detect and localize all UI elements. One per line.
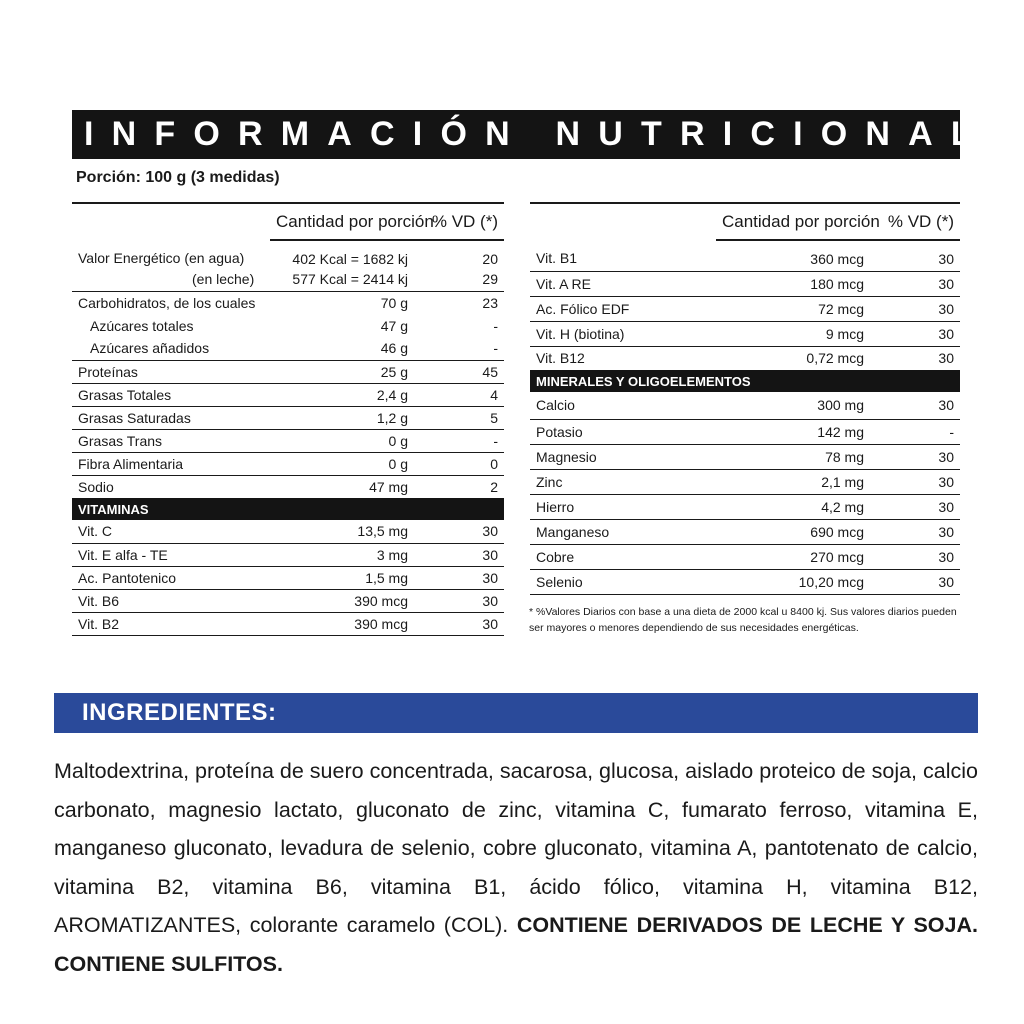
nutrient-vd: 30 bbox=[938, 350, 954, 367]
nutrient-name: Ac. Pantotenico bbox=[72, 566, 270, 589]
nutrient-amount: 270 mcg bbox=[716, 544, 870, 569]
header-spacer bbox=[72, 203, 270, 240]
table-row bbox=[530, 240, 960, 271]
table-row bbox=[72, 452, 504, 475]
header-amount: Cantidad por porción bbox=[716, 203, 870, 240]
title-bar bbox=[72, 110, 990, 159]
table-header bbox=[530, 203, 960, 240]
table-row bbox=[530, 494, 960, 519]
nutrient-name: Fibra Alimentaria bbox=[72, 452, 270, 475]
serving-size: Porción: 100 g (3 medidas) bbox=[76, 169, 280, 186]
nutrient-name: Proteínas bbox=[72, 360, 270, 383]
nutrient-name: Grasas Trans bbox=[72, 429, 270, 452]
table-row bbox=[72, 406, 504, 429]
section-title: MINERALES Y OLIGOELEMENTOS bbox=[530, 370, 960, 392]
table-row bbox=[530, 392, 960, 419]
nutrient-amount: 3 mg bbox=[270, 543, 414, 566]
nutrient-amount: 0 g bbox=[270, 452, 414, 475]
nutrient-amount: 390 mcg bbox=[270, 589, 414, 612]
table-row bbox=[72, 566, 504, 589]
table-row bbox=[72, 475, 504, 498]
allergen-warning: CONTIENE DERIVADOS DE LECHE Y SOJA. CONTIENE SULFITOS. bbox=[54, 913, 978, 976]
header-amount: Cantidad por porción bbox=[270, 203, 414, 240]
nutrient-amount: 360 mcg bbox=[716, 240, 870, 271]
section-header-vitamins bbox=[72, 498, 504, 520]
nutrient-name: Hierro bbox=[530, 494, 716, 519]
nutrient-vd: 30 bbox=[414, 589, 504, 612]
nutrient-vd: 30 bbox=[414, 543, 504, 566]
nutrient-amount: 72 mcg bbox=[716, 296, 870, 321]
table-row bbox=[530, 321, 960, 346]
nutrient-amount: 142 mg bbox=[716, 419, 870, 444]
nutrient-amount: 690 mcg bbox=[716, 519, 870, 544]
section-title: VITAMINAS bbox=[72, 498, 504, 520]
nutrient-vd: 4 bbox=[414, 383, 504, 406]
nutrient-amount: 1,2 g bbox=[270, 406, 414, 429]
nutrient-amount: 180 mcg bbox=[716, 271, 870, 296]
nutrient-name: Potasio bbox=[530, 419, 716, 444]
nutrient-name: Azúcares añadidos bbox=[72, 337, 270, 360]
nutrient-vd: 5 bbox=[414, 406, 504, 429]
nutrient-amount: 10,20 mcg bbox=[716, 569, 870, 594]
table-row bbox=[530, 569, 960, 594]
table-row bbox=[72, 314, 504, 337]
table-row bbox=[530, 296, 960, 321]
nutrient-amount: 25 g bbox=[270, 360, 414, 383]
nutrient-name: Cobre bbox=[530, 544, 716, 569]
nutrient-name: Vit. B1 bbox=[530, 240, 716, 271]
table-row bbox=[72, 240, 504, 268]
nutrient-vd: 30 bbox=[870, 519, 960, 544]
nutrient-amount: 300 mg bbox=[716, 392, 870, 419]
nutrient-amount: 1,5 mg bbox=[270, 566, 414, 589]
table-row bbox=[530, 346, 960, 370]
nutrient-name: Grasas Totales bbox=[72, 383, 270, 406]
table-row bbox=[72, 543, 504, 566]
table-row bbox=[530, 519, 960, 544]
nutrient-vd: 30 bbox=[870, 469, 960, 494]
nutrient-name: Carbohidratos, de los cuales bbox=[78, 294, 256, 311]
nutrient-amount: 2,1 mg bbox=[716, 469, 870, 494]
nutrient-vd: 29 bbox=[414, 268, 504, 291]
nutrient-name: Selenio bbox=[530, 569, 716, 594]
table-row bbox=[72, 612, 504, 635]
table-row bbox=[530, 444, 960, 469]
nutrient-name: Azúcares totales bbox=[90, 317, 194, 334]
nutrient-vd: 30 bbox=[414, 520, 504, 543]
nutrient-vd: 30 bbox=[870, 240, 960, 271]
nutrient-amount: 0,72 mcg bbox=[806, 350, 864, 367]
nutrient-vd: 30 bbox=[870, 296, 960, 321]
table-row bbox=[530, 271, 960, 296]
nutrient-amount: 78 mg bbox=[716, 444, 870, 469]
table-row bbox=[530, 419, 960, 444]
nutrient-name: Vit. B2 bbox=[72, 612, 270, 635]
table-row bbox=[72, 360, 504, 383]
nutrient-name: Valor Energético (en agua) bbox=[78, 250, 245, 266]
footnote: * %Valores Diarios con base a una dieta de 2000 kcal u 8400 kj. Sus valores diarios pueden ser mayores o menores dependiendo de sus necesidades energéticas. bbox=[529, 606, 957, 634]
nutrient-name: (en leche) bbox=[72, 268, 270, 291]
nutrient-vd: 30 bbox=[870, 444, 960, 469]
nutrient-vd: 0 bbox=[414, 452, 504, 475]
nutrient-name: Vit. E alfa - TE bbox=[72, 543, 270, 566]
nutrition-table-right bbox=[530, 202, 960, 595]
nutrient-vd: 30 bbox=[870, 569, 960, 594]
nutrient-vd: 30 bbox=[870, 271, 960, 296]
nutrient-amount: 2,4 g bbox=[270, 383, 414, 406]
nutrient-name: Grasas Saturadas bbox=[72, 406, 270, 429]
table-row bbox=[72, 520, 504, 543]
nutrient-vd: - bbox=[414, 429, 504, 452]
table-row bbox=[72, 429, 504, 452]
header-vd: % VD (*) bbox=[414, 203, 504, 240]
page-title: INFORMACIÓN NUTRICIONAL bbox=[84, 115, 990, 153]
nutrient-vd: 30 bbox=[414, 566, 504, 589]
nutrient-amount: 0 g bbox=[270, 429, 414, 452]
nutrient-amount: 47 mg bbox=[369, 478, 408, 495]
header-vd: % VD (*) bbox=[870, 203, 960, 240]
nutrient-name: Magnesio bbox=[530, 444, 716, 469]
nutrient-amount: 577 Kcal = 2414 kj bbox=[270, 268, 414, 291]
nutrient-vd: - bbox=[870, 419, 960, 444]
ingredients-header-bar bbox=[54, 693, 978, 733]
nutrient-name: Vit. H (biotina) bbox=[530, 321, 716, 346]
nutrient-amount: 9 mcg bbox=[716, 321, 870, 346]
nutrient-name: Vit. B12 bbox=[536, 350, 585, 367]
table-row bbox=[72, 383, 504, 406]
nutrient-vd: 30 bbox=[414, 612, 504, 635]
header-spacer bbox=[530, 203, 716, 240]
table-row bbox=[530, 469, 960, 494]
nutrient-name: Vit. A RE bbox=[530, 271, 716, 296]
nutrient-amount: 4,2 mg bbox=[716, 494, 870, 519]
nutrient-amount: 47 g bbox=[380, 317, 408, 334]
ingredients-list: Maltodextrina, proteína de suero concentrada, sacarosa, glucosa, aislado proteico de soja, calcio carbonato, magnesio lactato, gluconato de zinc, vitamina C, fumarato ferroso, vitamina E, manganeso gluconato, levadura de selenio, cobre gluconato, vitamina A, pantotenato de calcio, vitamina B2, vitamina B6, vitamina B1, ácido fólico, vitamina H, vitamina B12, AROMATIZANTES, colorante caramelo (COL). bbox=[54, 759, 978, 937]
nutrient-name: Calcio bbox=[530, 392, 716, 419]
nutrient-vd: 30 bbox=[870, 321, 960, 346]
table-row bbox=[530, 544, 960, 569]
nutrient-amount: 70 g bbox=[380, 294, 408, 311]
section-header-minerals bbox=[530, 370, 960, 392]
nutrient-vd: 23 bbox=[482, 294, 498, 311]
nutrient-vd: 30 bbox=[870, 494, 960, 519]
nutrition-table-left bbox=[72, 202, 504, 636]
nutrient-vd: - bbox=[493, 317, 498, 334]
nutrient-name: Vit. C bbox=[72, 520, 270, 543]
ingredients-text bbox=[54, 752, 978, 983]
nutrient-name: Zinc bbox=[530, 469, 716, 494]
table-header bbox=[72, 203, 504, 240]
table-row bbox=[72, 589, 504, 612]
nutrient-amount: 13,5 mg bbox=[270, 520, 414, 543]
nutrient-name: Manganeso bbox=[530, 519, 716, 544]
table-row bbox=[72, 337, 504, 360]
nutrient-vd: - bbox=[414, 337, 504, 360]
table-row bbox=[72, 268, 504, 291]
nutrient-amount: 46 g bbox=[270, 337, 414, 360]
ingredients-title: INGREDIENTES: bbox=[82, 699, 277, 726]
nutrient-amount: 402 Kcal = 1682 kj bbox=[292, 250, 408, 267]
nutrient-vd: 45 bbox=[414, 360, 504, 383]
nutrient-vd: 20 bbox=[482, 250, 498, 267]
nutrient-vd: 2 bbox=[490, 478, 498, 495]
nutrient-name: Vit. B6 bbox=[72, 589, 270, 612]
nutrient-amount: 390 mcg bbox=[270, 612, 414, 635]
nutrient-vd: 30 bbox=[870, 544, 960, 569]
table-row bbox=[72, 291, 504, 314]
nutrient-name: Sodio bbox=[78, 478, 114, 495]
nutrient-vd: 30 bbox=[870, 392, 960, 419]
nutrient-name: Ac. Fólico EDF bbox=[530, 296, 716, 321]
